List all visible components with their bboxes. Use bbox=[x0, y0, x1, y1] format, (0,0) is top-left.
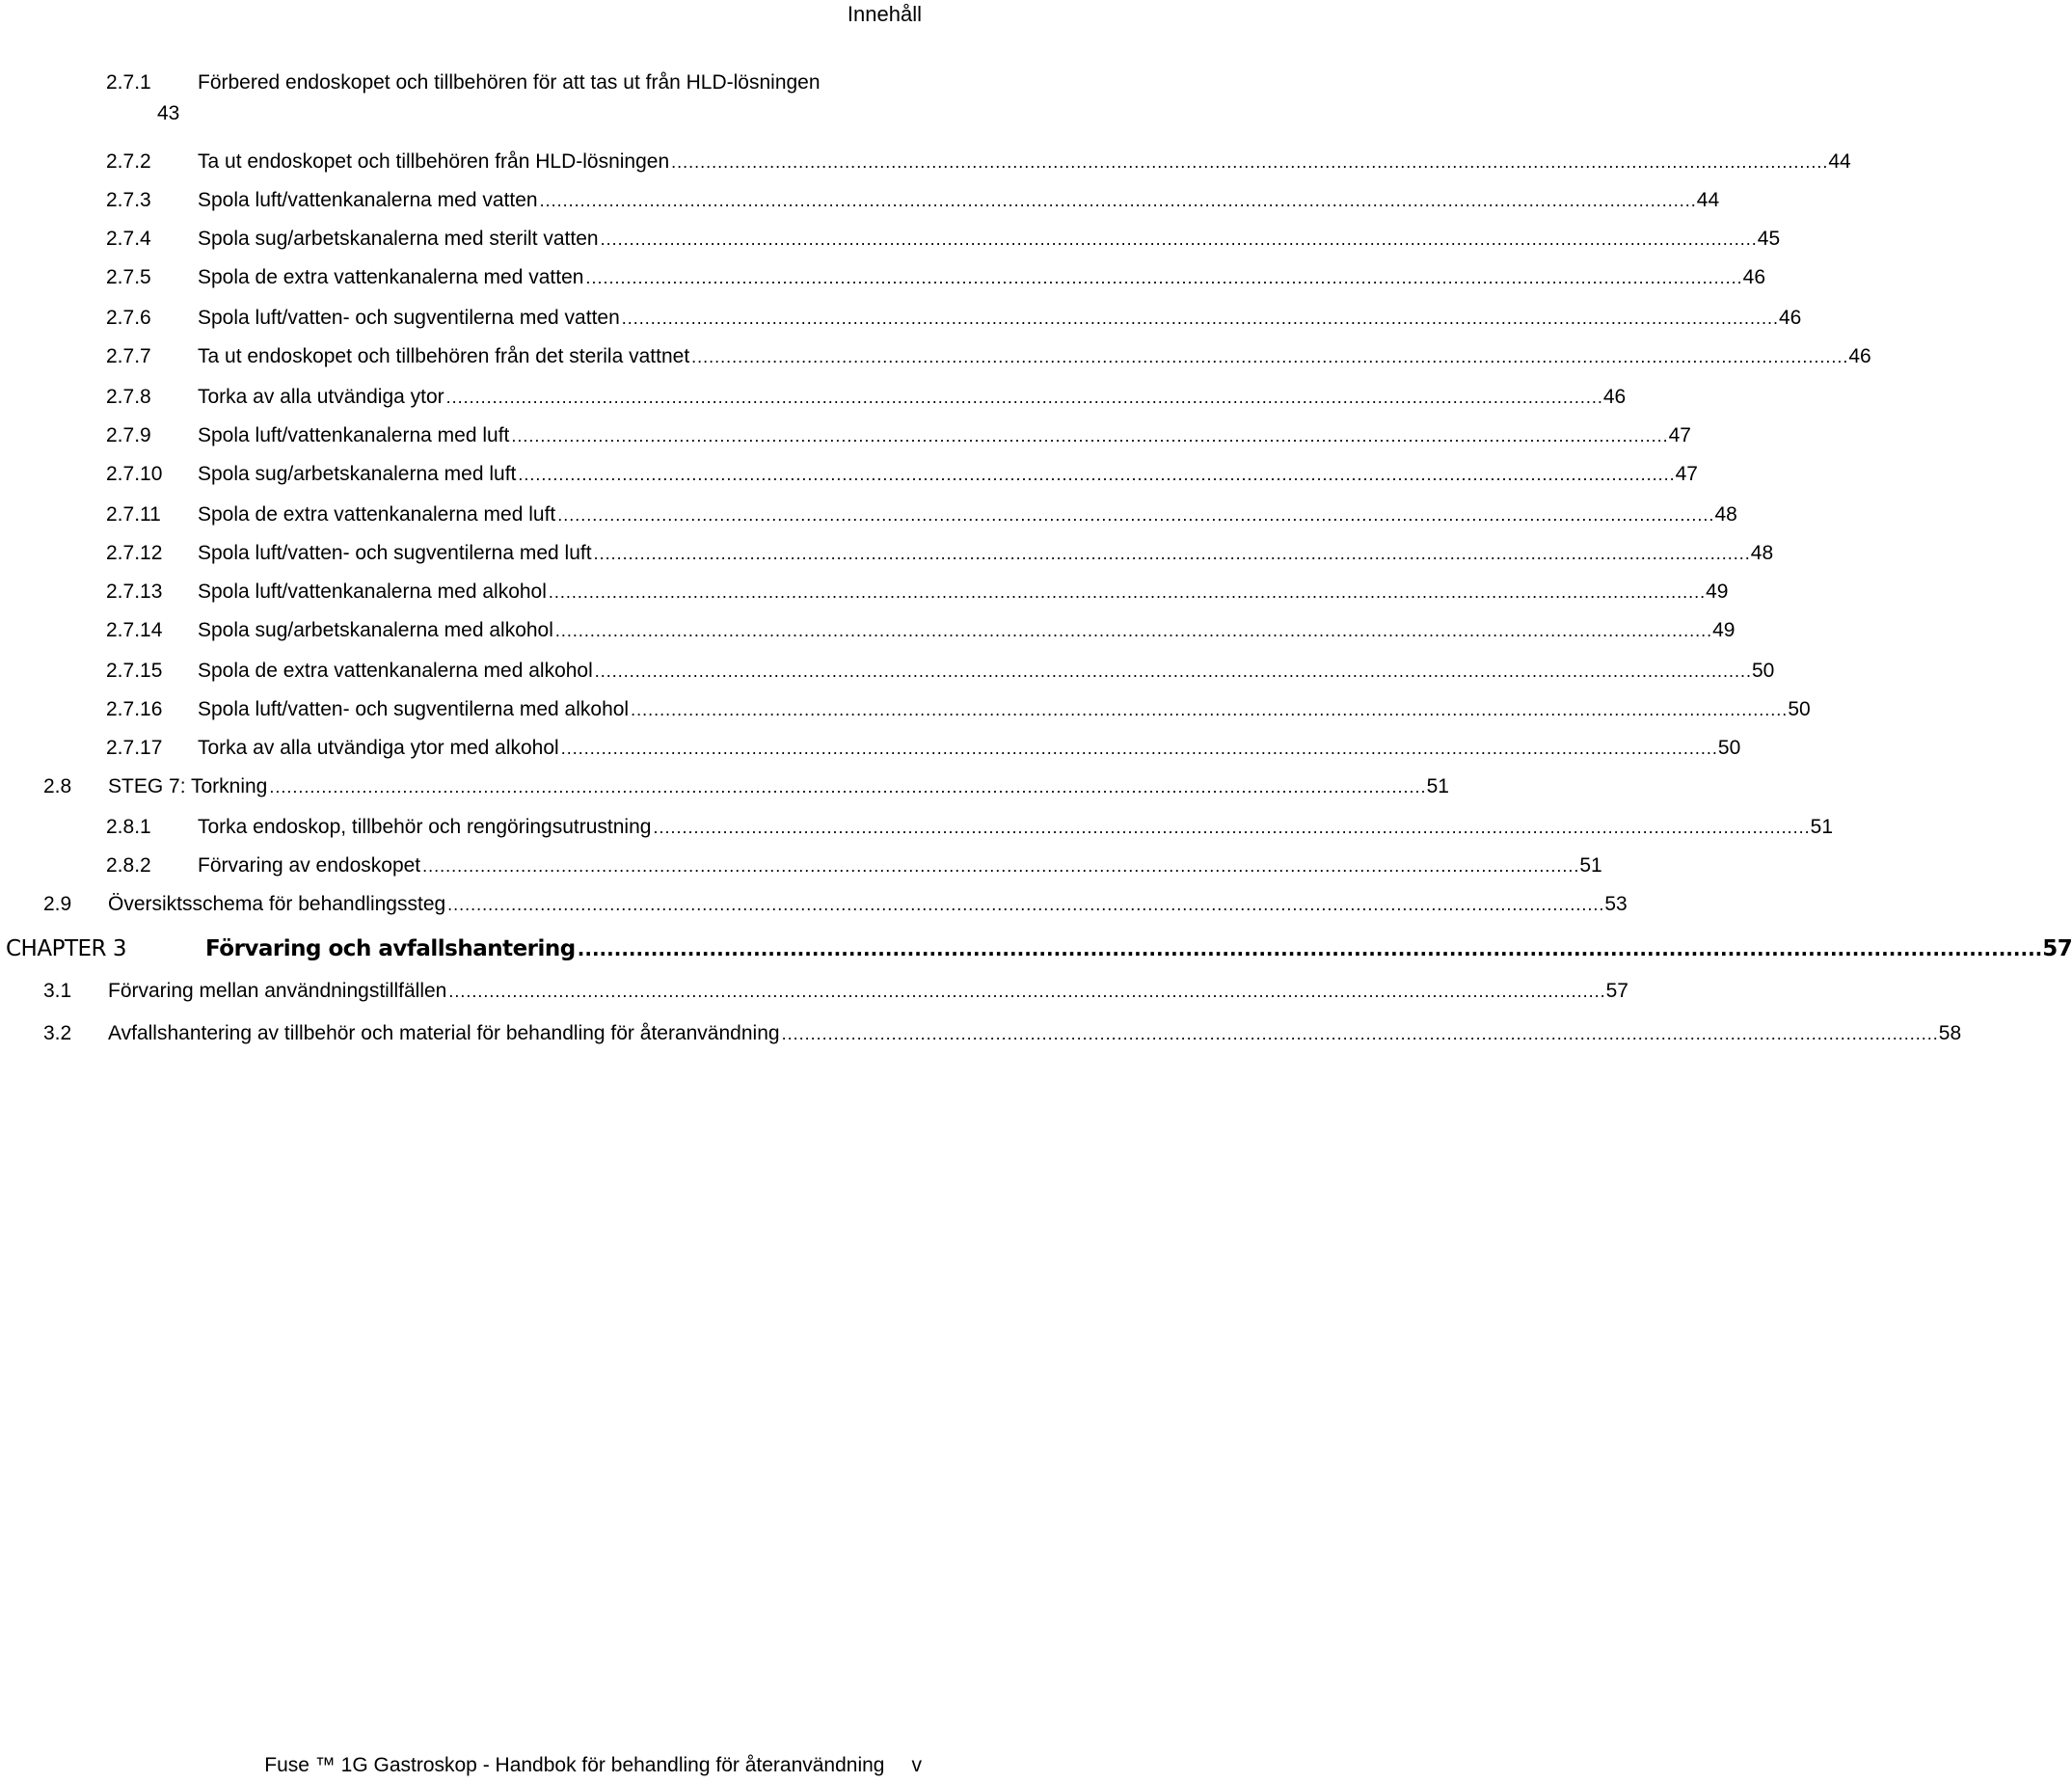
toc-entry-number: 2.7.17 bbox=[106, 737, 163, 759]
toc-entry-page: 48 bbox=[1714, 503, 1737, 526]
toc-entry-page: 51 bbox=[1426, 775, 1449, 797]
toc-entry-number: 2.7.11 bbox=[106, 503, 161, 526]
toc-entry-page: 46 bbox=[1602, 386, 1627, 408]
toc-entry-line bbox=[198, 459, 1698, 490]
toc-entry-line bbox=[198, 382, 1627, 413]
toc-entry-number: 2.7.5 bbox=[106, 266, 151, 288]
toc-entry-title: Förvaring och avfallshantering bbox=[205, 936, 576, 961]
toc-entry-line bbox=[198, 262, 1765, 293]
footer-title: Fuse ™ 1G Gastroskop - Handbok för behandling för återanvändning bbox=[264, 1754, 885, 1776]
toc-entry[interactable] bbox=[0, 500, 1737, 530]
toc-entry-line bbox=[198, 303, 1802, 334]
toc-entry-number: 2.8 bbox=[43, 775, 72, 797]
toc-entry[interactable] bbox=[0, 538, 1774, 569]
toc-dot-leader: ........................................................................................................................................................................................................ bbox=[422, 856, 1580, 876]
toc-dot-leader: ........................................................................................................................................................................................................ bbox=[593, 544, 1751, 563]
toc-dot-leader: ........................................................................................................................................................................................................ bbox=[585, 268, 1743, 287]
toc-entry-line bbox=[108, 771, 1449, 802]
toc-entry-title: Avfallshantering av tillbehör och material för behandling för återanvändning bbox=[108, 1022, 780, 1044]
toc-entry-title: Spola de extra vattenkanalerna med alkohol bbox=[198, 660, 593, 682]
toc-entry-line bbox=[198, 500, 1737, 530]
toc-entry-number: 2.7.1 bbox=[106, 71, 151, 94]
toc-entry-title: Spola de extra vattenkanalerna med vatten bbox=[198, 266, 584, 288]
toc-entry-page: 50 bbox=[1788, 698, 1811, 720]
toc-entry-line bbox=[198, 694, 1811, 725]
toc-entry-number: 2.7.15 bbox=[106, 660, 163, 682]
toc-entry[interactable] bbox=[0, 459, 1698, 490]
toc-dot-leader: ........................................................................................................................................................................................................ bbox=[548, 582, 1707, 602]
toc-entry-page: 44 bbox=[1828, 150, 1851, 173]
toc-entry-line bbox=[198, 851, 1602, 881]
toc-entry-page: 46 bbox=[1848, 345, 1871, 367]
toc-dot-leader: ........................................................................................................................................................................................................ bbox=[269, 777, 1427, 797]
toc-entry-number: 2.7.14 bbox=[106, 619, 163, 641]
toc-entry[interactable] bbox=[0, 341, 1871, 372]
toc-entry-line bbox=[205, 933, 2072, 964]
toc-entry-title: Förvaring av endoskopet bbox=[198, 854, 421, 877]
toc-entry-number: 2.7.3 bbox=[106, 189, 151, 211]
toc-entry-page: 57 bbox=[2042, 936, 2072, 961]
toc-entry-title: Spola luft/vattenkanalerna med alkohol bbox=[198, 581, 547, 603]
toc-entry[interactable] bbox=[0, 615, 1736, 646]
toc-entry-line bbox=[198, 656, 1775, 687]
toc-entry-title: Spola luft/vattenkanalerna med luft bbox=[198, 424, 510, 446]
toc-entry-line bbox=[198, 812, 1834, 843]
toc-entry-line bbox=[198, 733, 1741, 764]
toc-entry[interactable] bbox=[0, 147, 1851, 177]
toc-entry-line bbox=[198, 615, 1736, 646]
toc-entry[interactable] bbox=[0, 382, 1627, 413]
toc-entry-number: CHAPTER 3 bbox=[6, 936, 126, 961]
toc-entry-number: 2.7.13 bbox=[106, 581, 163, 603]
toc-entry-line bbox=[198, 185, 1720, 216]
toc-entry[interactable] bbox=[0, 420, 1691, 451]
toc-entry-title: Ta ut endoskopet och tillbehören från det sterila vattnet bbox=[198, 345, 690, 367]
toc-entry-page: 57 bbox=[1605, 980, 1628, 1002]
toc-entry-page: 43 bbox=[157, 102, 180, 124]
toc-entry-title: STEG 7: Torkning bbox=[108, 775, 268, 797]
footer-page-number: v bbox=[911, 1754, 922, 1776]
toc-entry-number: 2.7.10 bbox=[106, 463, 163, 485]
toc-entry[interactable] bbox=[0, 771, 1449, 802]
toc-dot-leader: ........................................................................................................................................................................................................ bbox=[671, 152, 1829, 172]
toc-dot-leader: ........................................................................................................................................................................................................ bbox=[518, 465, 1676, 484]
toc-entry-number: 2.7.2 bbox=[106, 150, 151, 173]
toc-entry-title: Spola sug/arbetskanalerna med luft bbox=[198, 463, 517, 485]
toc-entry-page: 51 bbox=[1810, 816, 1834, 838]
toc-dot-leader: ........................................................................................................................................................................................................ bbox=[577, 937, 2043, 960]
toc-entry[interactable] bbox=[0, 976, 1628, 1007]
toc-entry-title: Spola luft/vatten- och sugventilerna med luft bbox=[198, 542, 592, 564]
toc-entry-page: 47 bbox=[1668, 424, 1691, 446]
toc-entry-page: 48 bbox=[1750, 542, 1774, 564]
toc-entry-page: 51 bbox=[1579, 854, 1602, 877]
toc-entry[interactable] bbox=[0, 185, 1720, 216]
toc-entry-number: 2.7.12 bbox=[106, 542, 163, 564]
toc-entry-number: 2.8.1 bbox=[106, 816, 151, 838]
toc-dot-leader: ........................................................................................................................................................................................................ bbox=[539, 191, 1697, 210]
running-header: Innehåll bbox=[847, 2, 922, 26]
toc-dot-leader: ........................................................................................................................................................................................................ bbox=[447, 895, 1605, 914]
toc-dot-leader: ........................................................................................................................................................................................................ bbox=[653, 818, 1811, 837]
toc-entry-title: Spola luft/vattenkanalerna med vatten bbox=[198, 189, 538, 211]
toc-entry-page: 47 bbox=[1675, 463, 1698, 485]
toc-dot-leader: ........................................................................................................................................................................................................ bbox=[511, 426, 1669, 446]
toc-dot-leader: ........................................................................................................................................................................................................ bbox=[445, 388, 1603, 407]
toc-entry-title: Spola de extra vattenkanalerna med luft bbox=[198, 503, 556, 526]
toc-entry-line bbox=[108, 976, 1628, 1007]
toc-entry-page: 50 bbox=[1751, 660, 1775, 682]
toc-entry-page: 46 bbox=[1742, 266, 1765, 288]
toc-entry-title: Spola luft/vatten- och sugventilerna med alkohol bbox=[198, 698, 630, 720]
toc-entry-line bbox=[108, 889, 1628, 920]
toc-entry[interactable] bbox=[0, 851, 1602, 881]
toc-entry-line bbox=[198, 420, 1691, 451]
toc-entry[interactable] bbox=[0, 812, 1834, 843]
toc-entry-number: 2.7.8 bbox=[106, 386, 151, 408]
toc-entry-wrapped[interactable] bbox=[0, 68, 926, 129]
toc-entry[interactable] bbox=[0, 1018, 1962, 1049]
toc-entry[interactable] bbox=[0, 733, 1741, 764]
toc-dot-leader: ........................................................................................................................................................................................................ bbox=[621, 309, 1779, 328]
page-footer bbox=[264, 1753, 922, 1778]
toc-entry-line bbox=[198, 538, 1774, 569]
toc-dot-leader: ........................................................................................................................................................................................................ bbox=[448, 982, 1606, 1001]
toc-entry-number: 3.1 bbox=[43, 980, 72, 1002]
toc-entry-title: Förvaring mellan användningstillfällen bbox=[108, 980, 447, 1002]
toc-entry-title: Spola sug/arbetskanalerna med alkohol bbox=[198, 619, 553, 641]
toc-entry-line bbox=[108, 1018, 1962, 1049]
toc-entry-title: Torka endoskop, tillbehör och rengöringsutrustning bbox=[198, 816, 652, 838]
toc-entry[interactable] bbox=[0, 694, 1811, 725]
toc-entry-title: Översiktsschema för behandlingssteg bbox=[108, 893, 446, 915]
toc-entry-page: 44 bbox=[1696, 189, 1720, 211]
toc-entry[interactable] bbox=[0, 224, 1781, 255]
toc-entry-number: 2.7.9 bbox=[106, 424, 151, 446]
toc-dot-leader: ........................................................................................................................................................................................................ bbox=[594, 662, 1752, 681]
toc-entry-number: 2.7.6 bbox=[106, 307, 151, 329]
toc-entry[interactable] bbox=[0, 262, 1765, 293]
toc-entry-number: 2.7.7 bbox=[106, 345, 151, 367]
toc-entry-page: 50 bbox=[1717, 737, 1741, 759]
toc-entry-number: 2.7.4 bbox=[106, 228, 151, 250]
toc-entry-page: 49 bbox=[1712, 619, 1736, 641]
toc-entry[interactable] bbox=[0, 889, 1628, 920]
toc-entry-number: 2.8.2 bbox=[106, 854, 151, 877]
toc-entry-title: Torka av alla utvändiga ytor med alkohol bbox=[198, 737, 559, 759]
toc-entry-number: 2.9 bbox=[43, 893, 72, 915]
toc-entry-title: Ta ut endoskopet och tillbehören från HLD-lösningen bbox=[198, 150, 670, 173]
toc-entry[interactable] bbox=[0, 303, 1802, 334]
toc-entry-line bbox=[198, 224, 1781, 255]
toc-entry-page: 46 bbox=[1778, 307, 1802, 329]
toc-entry-title: Spola luft/vatten- och sugventilerna med vatten bbox=[198, 307, 620, 329]
toc-entry[interactable] bbox=[0, 933, 2072, 964]
toc-entry-title: Torka av alla utvändiga ytor bbox=[198, 386, 444, 408]
toc-entry-page: 45 bbox=[1757, 228, 1781, 250]
toc-dot-leader: ........................................................................................................................................................................................................ bbox=[691, 347, 1849, 366]
toc-entry-number: 3.2 bbox=[43, 1022, 72, 1044]
toc-entry-number: 2.7.16 bbox=[106, 698, 163, 720]
toc-dot-leader: ........................................................................................................................................................................................................ bbox=[554, 621, 1713, 640]
toc-entry[interactable] bbox=[0, 577, 1729, 608]
toc-entry[interactable] bbox=[0, 656, 1775, 687]
toc-entry-title: Spola sug/arbetskanalerna med sterilt vatten bbox=[198, 228, 599, 250]
toc-dot-leader: ........................................................................................................................................................................................................ bbox=[557, 505, 1715, 525]
toc-entry-page: 58 bbox=[1938, 1022, 1962, 1044]
toc-entry-line bbox=[198, 577, 1729, 608]
toc-entry-line bbox=[198, 147, 1851, 177]
toc-entry-page: 53 bbox=[1604, 893, 1628, 915]
toc-entry-title: Förbered endoskopet och tillbehören för att tas ut från HLD-lösningen bbox=[198, 71, 821, 94]
toc-dot-leader: ........................................................................................................................................................................................................ bbox=[560, 739, 1718, 758]
toc-entry-line bbox=[198, 341, 1871, 372]
toc-dot-leader: ........................................................................................................................................................................................................ bbox=[781, 1024, 1939, 1043]
toc-entry-page: 49 bbox=[1706, 581, 1729, 603]
toc-dot-leader: ........................................................................................................................................................................................................ bbox=[600, 230, 1758, 249]
toc-dot-leader: ........................................................................................................................................................................................................ bbox=[631, 700, 1789, 719]
